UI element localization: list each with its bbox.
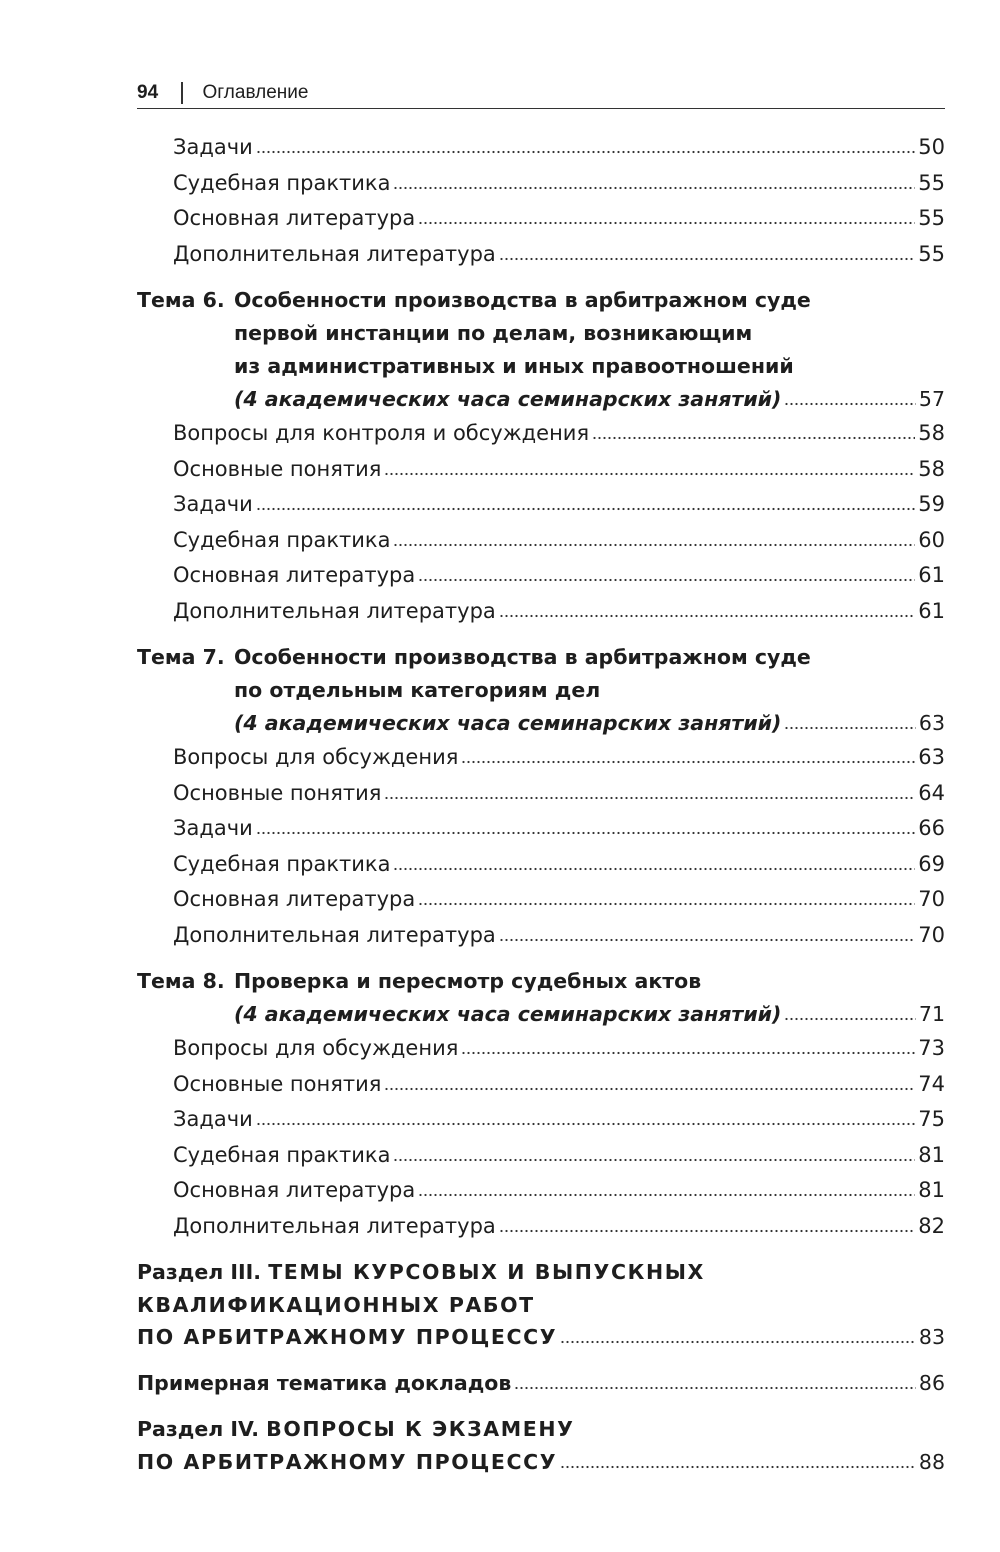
dot-leader — [461, 1049, 915, 1055]
entry-page-number: 59 — [918, 492, 945, 516]
entry-page-number: 55 — [918, 170, 945, 195]
entry-title: Судебная практика — [173, 527, 391, 552]
entry-page-number: 71 — [918, 1002, 945, 1026]
entry-title: (4 академических часа семинарских занятий) — [234, 387, 782, 411]
section-title-line — [137, 1256, 945, 1289]
dot-leader — [499, 1227, 915, 1233]
entry-title: (4 академических часа семинарских занятий) — [234, 711, 782, 735]
table-of-contents — [137, 130, 945, 1478]
entry-title: Основная литература — [173, 887, 416, 911]
section-entry[interactable] — [137, 1256, 945, 1354]
toc-entry[interactable] — [137, 130, 945, 166]
dot-leader — [514, 1384, 916, 1390]
entry-page-number: 58 — [918, 456, 945, 481]
toc-entry[interactable] — [137, 166, 945, 202]
toc-entry[interactable] — [137, 201, 945, 237]
theme-title-line: Особенности производства в арбитражном суде — [234, 288, 811, 312]
entry-title: Вопросы для контроля и обсуждения — [173, 421, 590, 445]
dot-leader — [256, 1120, 915, 1126]
entry-page-number: 70 — [918, 887, 945, 911]
toc-entry[interactable] — [137, 1446, 945, 1479]
entry-page-number: 74 — [918, 1071, 945, 1096]
theme-entry[interactable] — [137, 965, 945, 1031]
theme-title-line: из административных и иных правоотношений — [234, 354, 794, 378]
theme-number: Тема 6. — [137, 288, 225, 312]
dot-leader — [499, 936, 915, 942]
entry-title: Задачи — [173, 135, 253, 159]
entry-title: Задачи — [173, 1107, 253, 1131]
toc-entry[interactable] — [137, 1209, 945, 1245]
section-prefix: Раздел III. — [137, 1260, 269, 1284]
entry-title: Судебная практика — [173, 170, 391, 195]
dot-leader — [256, 829, 915, 835]
toc-entry[interactable] — [137, 1102, 945, 1138]
entry-title: Примерная тематика докладов — [137, 1370, 512, 1395]
toc-entry-group — [137, 1366, 945, 1402]
dot-leader — [499, 612, 915, 618]
entry-page-number: 58 — [918, 421, 945, 445]
entry-page-number: 70 — [918, 922, 945, 947]
dot-leader — [461, 758, 915, 764]
entry-page-number: 75 — [918, 1107, 945, 1131]
dot-leader — [418, 219, 915, 225]
section-entry[interactable] — [137, 1413, 945, 1478]
entry-title: Дополнительная литература — [173, 598, 496, 623]
entry-title: Основная литература — [173, 563, 416, 587]
toc-entry[interactable] — [137, 1067, 945, 1103]
entry-page-number: 81 — [918, 1178, 945, 1202]
entry-title: Основные понятия — [173, 456, 382, 481]
entry-page-number: 57 — [918, 387, 945, 411]
entry-page-number: 83 — [918, 1325, 945, 1349]
dot-leader — [784, 724, 915, 730]
entry-page-number: 55 — [918, 206, 945, 230]
theme-title — [234, 284, 945, 416]
entry-page-number: 61 — [918, 563, 945, 587]
dot-leader — [784, 400, 915, 406]
toc-entry[interactable] — [137, 847, 945, 883]
dot-leader — [256, 148, 915, 154]
theme-title-line: Особенности производства в арбитражном суде — [234, 645, 811, 669]
toc-entry[interactable] — [137, 918, 945, 954]
toc-entry[interactable] — [137, 523, 945, 559]
page-number: 94 — [137, 82, 159, 103]
entry-page-number: 55 — [918, 241, 945, 266]
entry-title: Основная литература — [173, 1178, 416, 1202]
entry-title: Судебная практика — [173, 851, 391, 876]
toc-entry[interactable] — [137, 740, 945, 776]
toc-entry[interactable] — [137, 1173, 945, 1209]
entry-page-number: 86 — [918, 1370, 945, 1395]
entry-page-number: 88 — [918, 1449, 945, 1474]
toc-entry[interactable] — [137, 416, 945, 452]
entry-page-number: 64 — [918, 780, 945, 805]
toc-entry[interactable] — [137, 237, 945, 273]
entry-title: Основные понятия — [173, 780, 382, 805]
header-separator — [181, 82, 183, 104]
theme-title — [234, 641, 945, 740]
header-title: Оглавление — [202, 82, 309, 103]
entry-title: Дополнительная литература — [173, 241, 496, 266]
running-header — [137, 78, 945, 109]
theme-number: Тема 7. — [137, 645, 225, 669]
dot-leader — [384, 794, 915, 800]
dot-leader — [560, 1338, 916, 1344]
theme-entry[interactable] — [137, 284, 945, 416]
entry-title: Основные понятия — [173, 1071, 382, 1096]
entry-page-number: 63 — [918, 711, 945, 735]
toc-entry[interactable] — [234, 998, 945, 1031]
dot-leader — [499, 255, 915, 261]
toc-entry[interactable] — [137, 558, 945, 594]
section-title-text: КВАЛИФИКАЦИОННЫХ РАБОТ — [137, 1292, 535, 1317]
entry-page-number: 81 — [918, 1142, 945, 1167]
toc-entry[interactable] — [137, 594, 945, 630]
section-title-line — [137, 1413, 945, 1446]
dot-leader — [784, 1015, 915, 1021]
toc-entry[interactable] — [234, 707, 945, 740]
entry-title: Основная литература — [173, 206, 416, 230]
dot-leader — [560, 1463, 916, 1469]
entry-page-number: 63 — [918, 745, 945, 769]
dot-leader — [418, 1191, 915, 1197]
entry-page-number: 61 — [918, 598, 945, 623]
entry-page-number: 66 — [918, 816, 945, 840]
toc-entry[interactable] — [137, 487, 945, 523]
dot-leader — [418, 576, 915, 582]
theme-title-line: Проверка и пересмотр судебных актов — [234, 969, 702, 993]
theme-title — [234, 965, 945, 1031]
entry-title: Вопросы для обсуждения — [173, 1036, 459, 1060]
theme-title-line: по отдельным категориям дел — [234, 678, 601, 702]
dot-leader — [393, 1156, 915, 1162]
entry-title: ПО АРБИТРАЖНОМУ ПРОЦЕССУ — [137, 1449, 558, 1474]
dot-leader — [418, 900, 915, 906]
toc-entry[interactable] — [234, 383, 945, 416]
entry-page-number: 69 — [918, 851, 945, 876]
theme-title-line: первой инстанции по делам, возникающим — [234, 321, 753, 345]
dot-leader — [393, 865, 915, 871]
toc-entry[interactable] — [137, 1321, 945, 1354]
dot-leader — [393, 541, 915, 547]
entry-title: Задачи — [173, 816, 253, 840]
entry-title: Судебная практика — [173, 1142, 391, 1167]
dot-leader — [592, 434, 915, 440]
entry-page-number: 50 — [918, 135, 945, 159]
toc-entry[interactable] — [137, 811, 945, 847]
entry-title: Вопросы для обсуждения — [173, 745, 459, 769]
section-prefix: Раздел IV. — [137, 1417, 267, 1441]
section-title-text: ВОПРОСЫ К ЭКЗАМЕНУ — [266, 1417, 575, 1441]
entry-title: (4 академических часа семинарских занятий) — [234, 1002, 782, 1026]
toc-entry[interactable] — [137, 452, 945, 488]
dot-leader — [256, 505, 915, 511]
theme-number: Тема 8. — [137, 969, 225, 993]
toc-entry[interactable] — [137, 1366, 945, 1402]
section-title-line — [137, 1289, 945, 1322]
entry-title: Дополнительная литература — [173, 1213, 496, 1238]
entry-title: ПО АРБИТРАЖНОМУ ПРОЦЕССУ — [137, 1325, 558, 1349]
entry-page-number: 60 — [918, 527, 945, 552]
dot-leader — [384, 470, 915, 476]
toc-entry[interactable] — [137, 776, 945, 812]
toc-entry[interactable] — [137, 1031, 945, 1067]
entry-title: Задачи — [173, 492, 253, 516]
toc-entry[interactable] — [137, 882, 945, 918]
entry-page-number: 73 — [918, 1036, 945, 1060]
dot-leader — [393, 184, 915, 190]
section-title-text: ТЕМЫ КУРСОВЫХ И ВЫПУСКНЫХ — [268, 1260, 705, 1284]
theme-entry[interactable] — [137, 641, 945, 740]
toc-entry[interactable] — [137, 1138, 945, 1174]
entry-page-number: 82 — [918, 1213, 945, 1238]
entry-title: Дополнительная литература — [173, 922, 496, 947]
dot-leader — [384, 1085, 915, 1091]
